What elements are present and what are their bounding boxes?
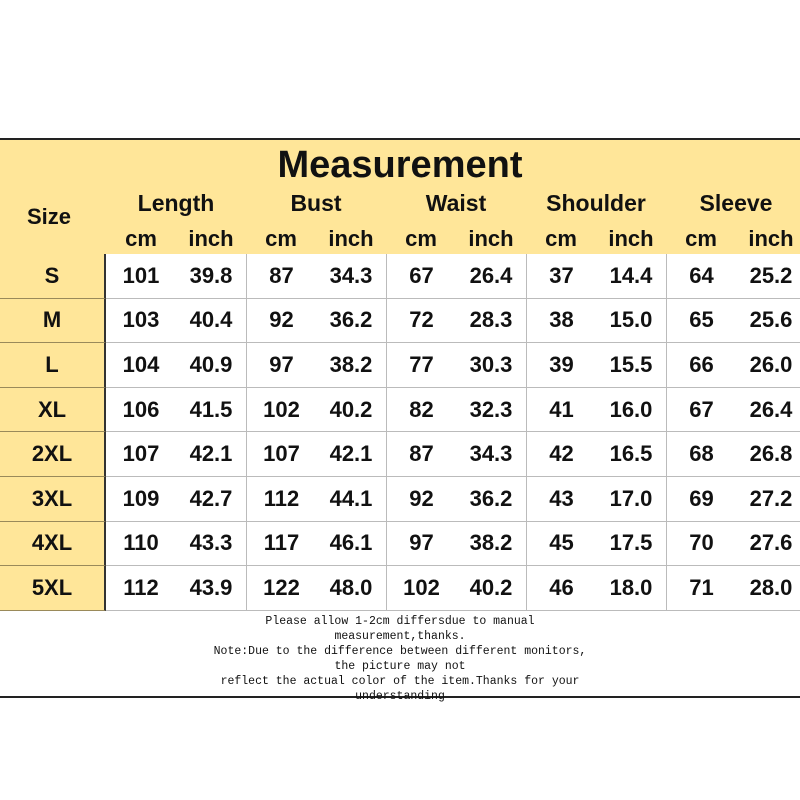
table-cell: 27.6: [736, 522, 800, 567]
unit-header-shoulder-cm: cm: [545, 226, 577, 251]
column-header-bust: Bust: [290, 190, 342, 216]
table-row: [0, 566, 800, 611]
table-row: [0, 477, 800, 522]
table-cell: 64: [666, 254, 736, 299]
note-line: measurement,thanks.: [334, 630, 466, 643]
table-cell: 109: [106, 477, 176, 522]
table-cell: 92: [386, 477, 456, 522]
column-header-shoulder: Shoulder: [546, 190, 646, 216]
table-cell: 44.1: [316, 477, 386, 522]
table-cell: 40.2: [456, 566, 526, 611]
size-cell: L: [0, 343, 106, 388]
column-header-sleeve: Sleeve: [699, 190, 773, 216]
column-header-waist: Waist: [425, 190, 487, 216]
table-cell: 82: [386, 388, 456, 433]
table-cell: 25.6: [736, 299, 800, 344]
table-cell: 106: [106, 388, 176, 433]
table-cell: 66: [666, 343, 736, 388]
table-cell: 26.8: [736, 432, 800, 477]
table-cell: 42.7: [176, 477, 246, 522]
disclaimer-note: [0, 614, 800, 704]
unit-header-sleeve-cm: cm: [685, 226, 717, 251]
unit-header-length-inch: inch: [188, 226, 234, 251]
table-body: [0, 254, 800, 611]
table-cell: 107: [246, 432, 316, 477]
table-cell: 41.5: [176, 388, 246, 433]
table-cell: 26.4: [456, 254, 526, 299]
table-cell: 103: [106, 299, 176, 344]
unit-header-waist-cm: cm: [405, 226, 437, 251]
size-column-header: Size: [26, 204, 72, 229]
table-cell: 40.2: [316, 388, 386, 433]
table-cell: 39.8: [176, 254, 246, 299]
table-cell: 40.9: [176, 343, 246, 388]
column-header-length: Length: [137, 190, 215, 216]
size-cell: M: [0, 299, 106, 344]
table-cell: 101: [106, 254, 176, 299]
table-cell: 46: [526, 566, 596, 611]
table-cell: 15.5: [596, 343, 666, 388]
table-cell: 15.0: [596, 299, 666, 344]
table-cell: 46.1: [316, 522, 386, 567]
table-cell: 34.3: [316, 254, 386, 299]
unit-header-bust-cm: cm: [265, 226, 297, 251]
note-line: reflect the actual color of the item.Thanks for your: [220, 675, 580, 688]
table-cell: 28.3: [456, 299, 526, 344]
table-header: [0, 140, 800, 254]
unit-header-shoulder-inch: inch: [608, 226, 654, 251]
table-cell: 112: [106, 566, 176, 611]
table-cell: 39: [526, 343, 596, 388]
table-cell: 117: [246, 522, 316, 567]
table-cell: 17.5: [596, 522, 666, 567]
table-cell: 14.4: [596, 254, 666, 299]
note-line: Please allow 1-2cm differsdue to manual: [265, 615, 535, 628]
size-cell: 3XL: [0, 477, 106, 522]
unit-header-waist-inch: inch: [468, 226, 514, 251]
table-cell: 38.2: [456, 522, 526, 567]
table-cell: 43.9: [176, 566, 246, 611]
table-cell: 34.3: [456, 432, 526, 477]
table-row: [0, 299, 800, 344]
table-cell: 67: [666, 388, 736, 433]
table-row: [0, 254, 800, 299]
unit-header-length-cm: cm: [125, 226, 157, 251]
note-line: the picture may not: [334, 660, 466, 673]
size-cell: 4XL: [0, 522, 106, 567]
table-cell: 69: [666, 477, 736, 522]
table-cell: 42.1: [316, 432, 386, 477]
note-line: Note:Due to the difference between different monitors,: [213, 645, 587, 658]
table-cell: 41: [526, 388, 596, 433]
table-cell: 48.0: [316, 566, 386, 611]
table-cell: 43: [526, 477, 596, 522]
unit-header-sleeve-inch: inch: [748, 226, 794, 251]
table-cell: 102: [386, 566, 456, 611]
table-cell: 42.1: [176, 432, 246, 477]
table-row: [0, 522, 800, 567]
chart-title: Measurement: [277, 144, 523, 186]
table-cell: 87: [386, 432, 456, 477]
table-cell: 65: [666, 299, 736, 344]
table-cell: 72: [386, 299, 456, 344]
table-row: [0, 432, 800, 477]
table-cell: 122: [246, 566, 316, 611]
unit-header-bust-inch: inch: [328, 226, 374, 251]
table-cell: 97: [246, 343, 316, 388]
table-cell: 28.0: [736, 566, 800, 611]
table-cell: 32.3: [456, 388, 526, 433]
table-cell: 16.5: [596, 432, 666, 477]
table-cell: 92: [246, 299, 316, 344]
table-cell: 38.2: [316, 343, 386, 388]
table-cell: 102: [246, 388, 316, 433]
size-cell: XL: [0, 388, 106, 433]
table-row: [0, 388, 800, 433]
table-cell: 104: [106, 343, 176, 388]
table-cell: 18.0: [596, 566, 666, 611]
table-cell: 107: [106, 432, 176, 477]
table-cell: 26.4: [736, 388, 800, 433]
table-cell: 110: [106, 522, 176, 567]
table-cell: 16.0: [596, 388, 666, 433]
table-cell: 38: [526, 299, 596, 344]
table-cell: 26.0: [736, 343, 800, 388]
size-cell: 2XL: [0, 432, 106, 477]
table-cell: 77: [386, 343, 456, 388]
table-cell: 97: [386, 522, 456, 567]
table-cell: 36.2: [456, 477, 526, 522]
table-cell: 87: [246, 254, 316, 299]
table-cell: 112: [246, 477, 316, 522]
table-cell: 67: [386, 254, 456, 299]
table-cell: 68: [666, 432, 736, 477]
table-cell: 40.4: [176, 299, 246, 344]
table-cell: 42: [526, 432, 596, 477]
size-cell: S: [0, 254, 106, 299]
table-cell: 30.3: [456, 343, 526, 388]
table-cell: 70: [666, 522, 736, 567]
note-line: understanding: [355, 690, 445, 703]
table-cell: 17.0: [596, 477, 666, 522]
table-cell: 45: [526, 522, 596, 567]
table-cell: 27.2: [736, 477, 800, 522]
table-cell: 43.3: [176, 522, 246, 567]
table-cell: 37: [526, 254, 596, 299]
table-cell: 25.2: [736, 254, 800, 299]
table-row: [0, 343, 800, 388]
size-cell: 5XL: [0, 566, 106, 611]
table-cell: 36.2: [316, 299, 386, 344]
size-chart: [0, 138, 800, 703]
table-cell: 71: [666, 566, 736, 611]
